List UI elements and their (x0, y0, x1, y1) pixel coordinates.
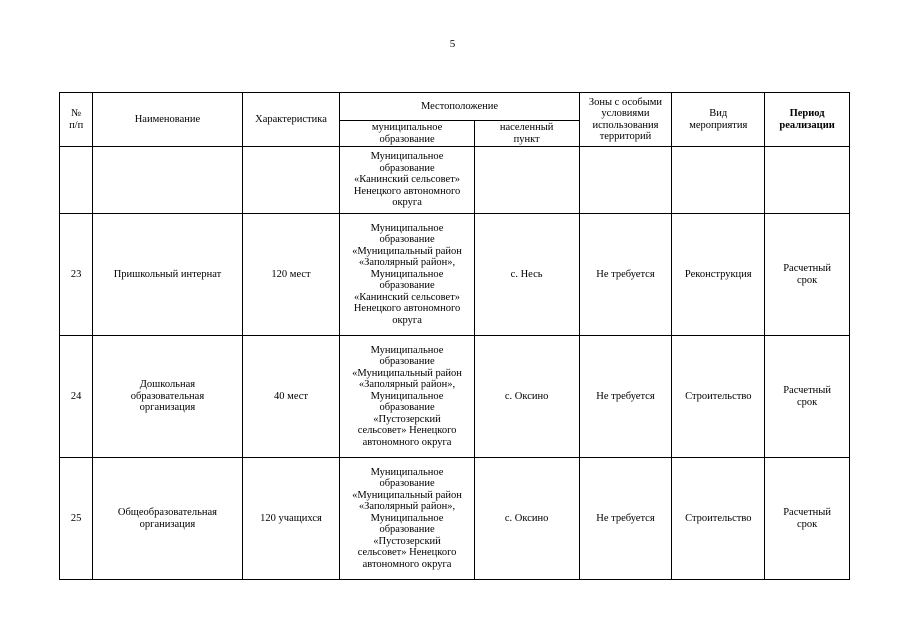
cell-settlement (474, 147, 579, 214)
cell-num: 25 (60, 458, 93, 580)
cell-characteristic: 120 мест (242, 214, 340, 336)
cell-settlement: с. Оксино (474, 458, 579, 580)
cell-characteristic: 40 мест (242, 336, 340, 458)
table-row (60, 214, 850, 336)
header-municipal: муниципальное образование (340, 121, 474, 147)
cell-settlement: с. Оксино (474, 336, 579, 458)
header-zones: Зоны с особыми условиями использования территорий (579, 93, 672, 147)
cell-num: 23 (60, 214, 93, 336)
header-num: № п/п (60, 93, 93, 147)
table-row (60, 458, 850, 580)
cell-municipal: Муниципальное образование «Муниципальный район «Заполярный район», Муниципальное образование «Пустозерский сельсовет» Ненецкого автономного округа (340, 336, 474, 458)
cell-activity: Реконструкция (672, 214, 765, 336)
cell-municipal: Муниципальное образование «Муниципальный район «Заполярный район», Муниципальное образование «Пустозерский сельсовет» Ненецкого автономного округа (340, 458, 474, 580)
cell-municipal: Муниципальное образование «Муниципальный район «Заполярный район», Муниципальное образование «Канинский сельсовет» Ненецкого автономного округа (340, 214, 474, 336)
cell-period: Расчетный срок (765, 336, 850, 458)
header-activity: Вид мероприятия (672, 93, 765, 147)
cell-num (60, 147, 93, 214)
planning-table (59, 92, 850, 580)
cell-activity (672, 147, 765, 214)
header-location: Местоположение (340, 93, 579, 121)
table-row (60, 147, 850, 214)
cell-period: Расчетный срок (765, 458, 850, 580)
cell-name: Общеобразовательная организация (93, 458, 242, 580)
cell-period (765, 147, 850, 214)
table-row (60, 336, 850, 458)
header-settlement: населенный пункт (474, 121, 579, 147)
cell-name: Дошкольная образовательная организация (93, 336, 242, 458)
cell-activity: Строительство (672, 458, 765, 580)
page-number: 5 (449, 38, 456, 50)
cell-activity: Строительство (672, 336, 765, 458)
cell-settlement: с. Несь (474, 214, 579, 336)
header-period: Период реализации (765, 93, 850, 147)
header-characteristic: Характеристика (242, 93, 340, 147)
table-header-row (60, 93, 850, 121)
cell-period: Расчетный срок (765, 214, 850, 336)
cell-zones: Не требуется (579, 336, 672, 458)
cell-name (93, 147, 242, 214)
cell-municipal: Муниципальное образование «Канинский сельсовет» Ненецкого автономного округа (340, 147, 474, 214)
cell-zones: Не требуется (579, 458, 672, 580)
cell-characteristic (242, 147, 340, 214)
cell-num: 24 (60, 336, 93, 458)
cell-zones (579, 147, 672, 214)
cell-characteristic: 120 учащихся (242, 458, 340, 580)
cell-zones: Не требуется (579, 214, 672, 336)
cell-name: Пришкольный интернат (93, 214, 242, 336)
header-name: Наименование (93, 93, 242, 147)
